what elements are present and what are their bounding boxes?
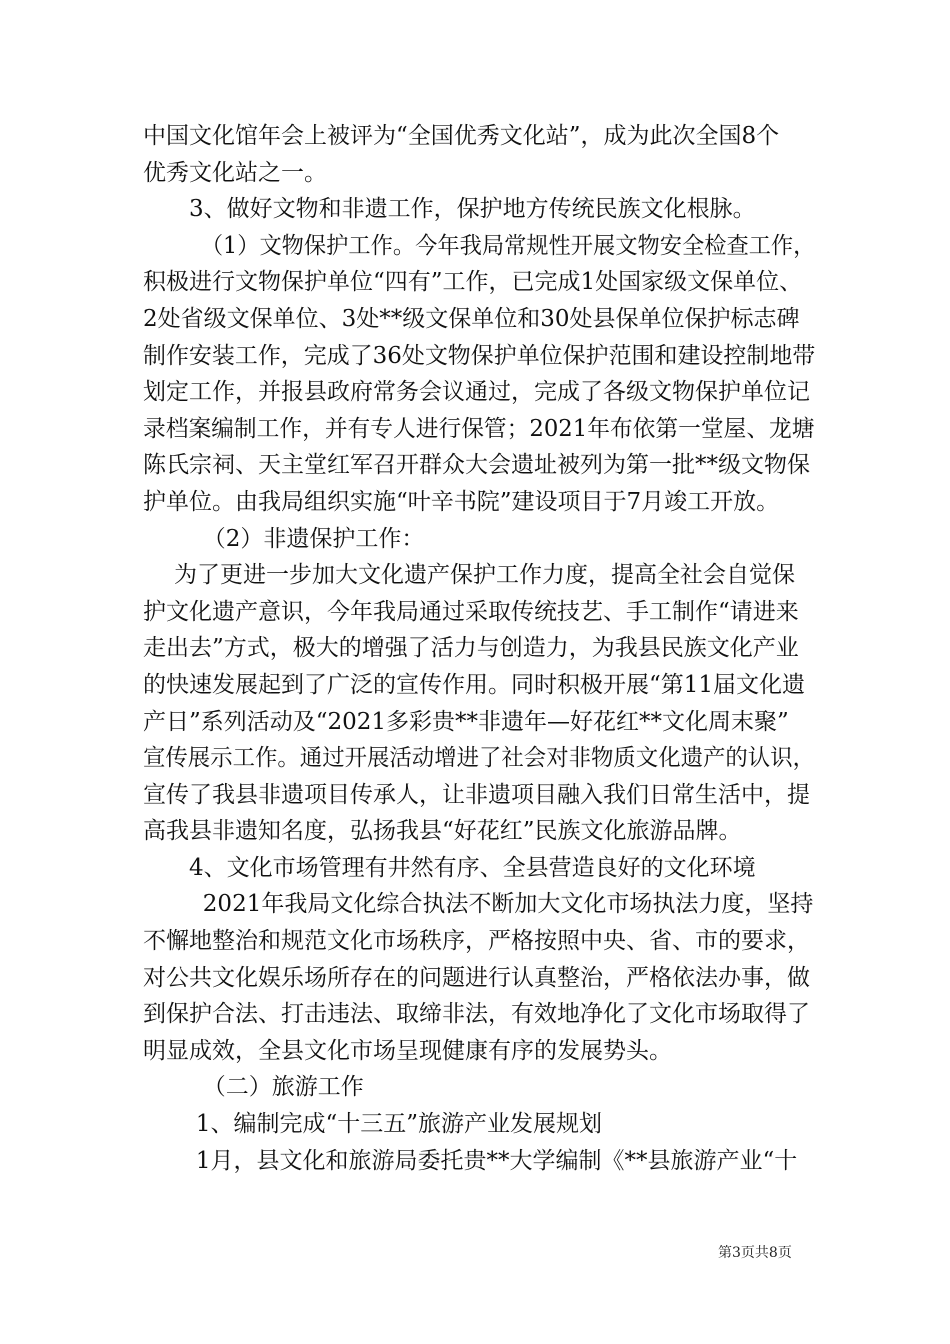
- text-line: 1、编制完成“十三五”旅游产业发展规划: [195, 1111, 603, 1138]
- text-line: 2021年我局文化综合执法不断加大文化市场执法力度，坚持: [202, 891, 814, 918]
- text-line: （1）文物保护工作。今年我局常规性开展文物安全检查工作，: [200, 232, 816, 259]
- text-line: 宣传展示工作。通过开展活动增进了社会对非物质文化遗产的认识，: [143, 745, 815, 772]
- text-line: 划定工作，并报县政府常务会议通过，完成了各级文物保护单位记: [143, 379, 810, 406]
- text-line: 为了更进一步加大文化遗产保护工作力度，提高全社会自觉保: [174, 562, 796, 589]
- text-line: 产日”系列活动及“2021多彩贵**非遗年—好花红**文化周末聚”: [143, 708, 789, 735]
- text-line: 不懈地整治和规范文化市场秩序，严格按照中央、省、市的要求，: [143, 928, 810, 955]
- text-line: 1月，县文化和旅游局委托贵**大学编制《**县旅游产业“十: [195, 1147, 798, 1174]
- text-line: 2处省级文保单位、3处**级文保单位和30处县保单位保护标志碑: [143, 305, 800, 332]
- text-line: 护单位。由我局组织实施“叶辛书院”建设项目于7月竣工开放。: [143, 488, 780, 515]
- text-line: （二）旅游工作: [202, 1074, 364, 1101]
- page-number: 第3页共8页: [718, 1245, 792, 1261]
- text-line: （2）非遗保护工作：: [202, 525, 425, 552]
- text-line: 宣传了我县非遗项目传承人，让非遗项目融入我们日常生活中，提: [143, 781, 810, 808]
- text-line: 高我县非遗知名度，弘扬我县“好花红”民族文化旅游品牌。: [143, 818, 742, 845]
- text-line: 优秀文化站之一。: [143, 159, 327, 186]
- text-line: 走出去”方式，极大的增强了活力与创造力，为我县民族文化产业: [143, 635, 799, 662]
- text-line: 制作安装工作，完成了36处文物保护单位保护范围和建设控制地带: [143, 342, 816, 369]
- text-line: 的快速发展起到了广泛的宣传作用。同时积极开展“第11届文化遗: [143, 671, 806, 698]
- text-line: 对公共文化娱乐场所存在的问题进行认真整治，严格依法办事，做: [143, 964, 810, 991]
- text-line: 积极进行文物保护单位“四有”工作，已完成1处国家级文保单位、: [143, 269, 803, 296]
- text-line: 明显成效，全县文化市场呈现健康有序的发展势头。: [143, 1037, 672, 1064]
- document-body: [143, 118, 815, 1179]
- text-line: 到保护合法、打击违法、取缔非法，有效地净化了文化市场取得了: [143, 1001, 810, 1028]
- text-line: 中国文化馆年会上被评为“全国优秀文化站”，成为此次全国8个: [143, 123, 780, 149]
- text-line: 陈氏宗祠、天主堂红军召开群众大会遗址被列为第一批**级文物保: [143, 452, 810, 479]
- text-line: 4、文化市场管理有井然有序、全县营造良好的文化环境: [189, 854, 756, 881]
- text-line: 3、做好文物和非遗工作，保护地方传统民族文化根脉。: [189, 196, 756, 223]
- text-line: 录档案编制工作，并有专人进行保管；2021年布依第一堂屋、龙塘: [143, 415, 815, 442]
- text-line: 护文化遗产意识，今年我局通过采取传统技艺、手工制作“请进来: [143, 598, 799, 625]
